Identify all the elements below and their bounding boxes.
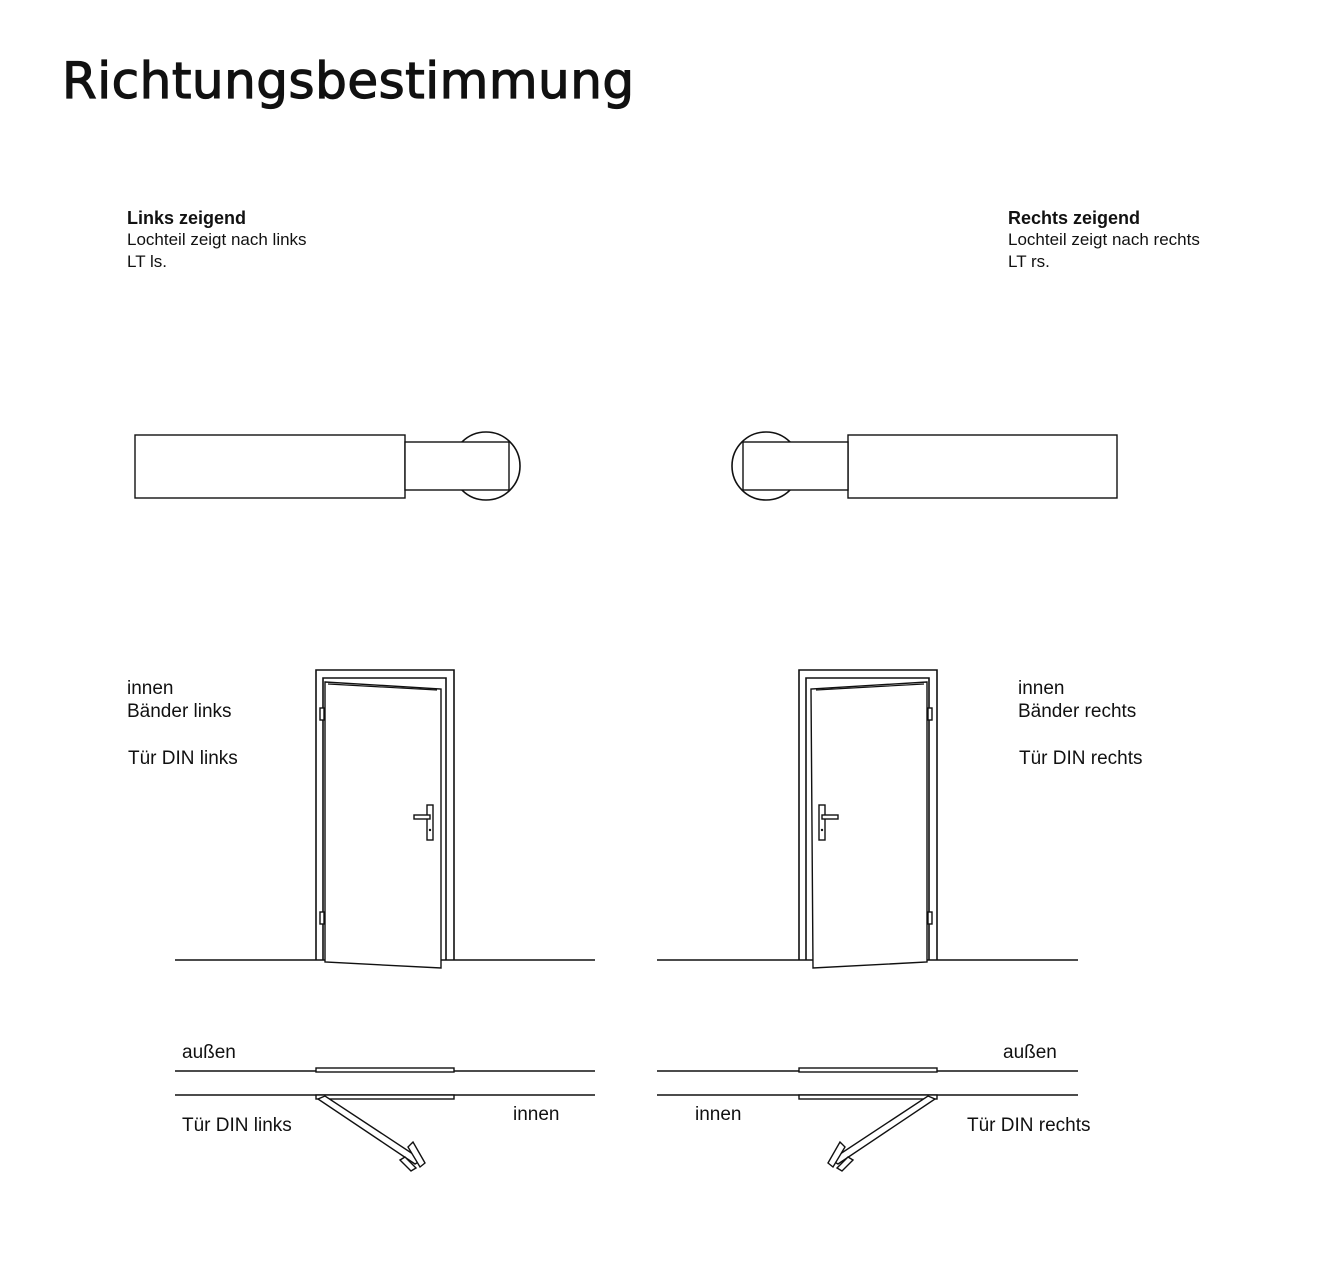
right-hinge-top [928, 708, 932, 720]
right-view-tuer: Tür DIN rechts [1019, 748, 1143, 769]
right-caption-line1: Lochteil zeigt nach rechts [1008, 230, 1200, 249]
right-door-plan [657, 1068, 1078, 1171]
left-frame-top-plan [316, 1068, 454, 1072]
right-plan-innen: innen [695, 1104, 742, 1125]
left-door-escutcheon [427, 805, 433, 840]
right-door-leaf [811, 682, 927, 968]
right-caption-line2: LT rs. [1008, 252, 1050, 271]
left-view-innen: innen [127, 678, 174, 699]
right-door-handle [822, 815, 838, 819]
right-door-escutcheon [819, 805, 825, 840]
left-door-handle [414, 815, 430, 819]
left-view-tuer: Tür DIN links [128, 748, 238, 769]
left-caption-line2: LT ls. [127, 252, 167, 271]
left-frame-bottom-plan [316, 1095, 454, 1099]
right-heading: Rechts zeigend [1008, 208, 1141, 228]
right-view-innen: innen [1018, 678, 1065, 699]
left-door-leaf-plan [318, 1096, 422, 1164]
right-plan-tuer: Tür DIN rechts [967, 1115, 1091, 1136]
left-plan-aussen: außen [182, 1042, 236, 1063]
right-frame-top-plan [799, 1068, 937, 1072]
right-door-elevation [657, 670, 1078, 968]
left-lock-tongue [405, 442, 509, 490]
right-lock-tongue [743, 442, 848, 490]
left-heading: Links zeigend [127, 208, 247, 228]
left-hinge-top [320, 708, 324, 720]
right-frame-bottom-plan [799, 1095, 937, 1099]
left-door-plan [175, 1068, 595, 1171]
right-plan-aussen: außen [1003, 1042, 1057, 1063]
page-title: Richtungsbestimmung [62, 52, 635, 110]
right-keyhole [821, 829, 823, 831]
left-door-elevation [175, 670, 595, 968]
left-keyhole [429, 829, 431, 831]
right-hinge-bottom [928, 912, 932, 924]
left-plan-innen: innen [513, 1104, 560, 1125]
left-lock-cylinder [135, 432, 520, 500]
left-hinge-bottom [320, 912, 324, 924]
right-lock-cylinder [732, 432, 1117, 500]
left-view-baender: Bänder links [127, 701, 232, 722]
right-door-leaf-plan [831, 1096, 935, 1164]
left-lock-body [135, 435, 405, 498]
left-caption-line1: Lochteil zeigt nach links [127, 230, 307, 249]
right-lock-body [848, 435, 1117, 498]
left-door-leaf [325, 682, 441, 968]
right-view-baender: Bänder rechts [1018, 701, 1137, 722]
left-plan-tuer: Tür DIN links [182, 1115, 292, 1136]
